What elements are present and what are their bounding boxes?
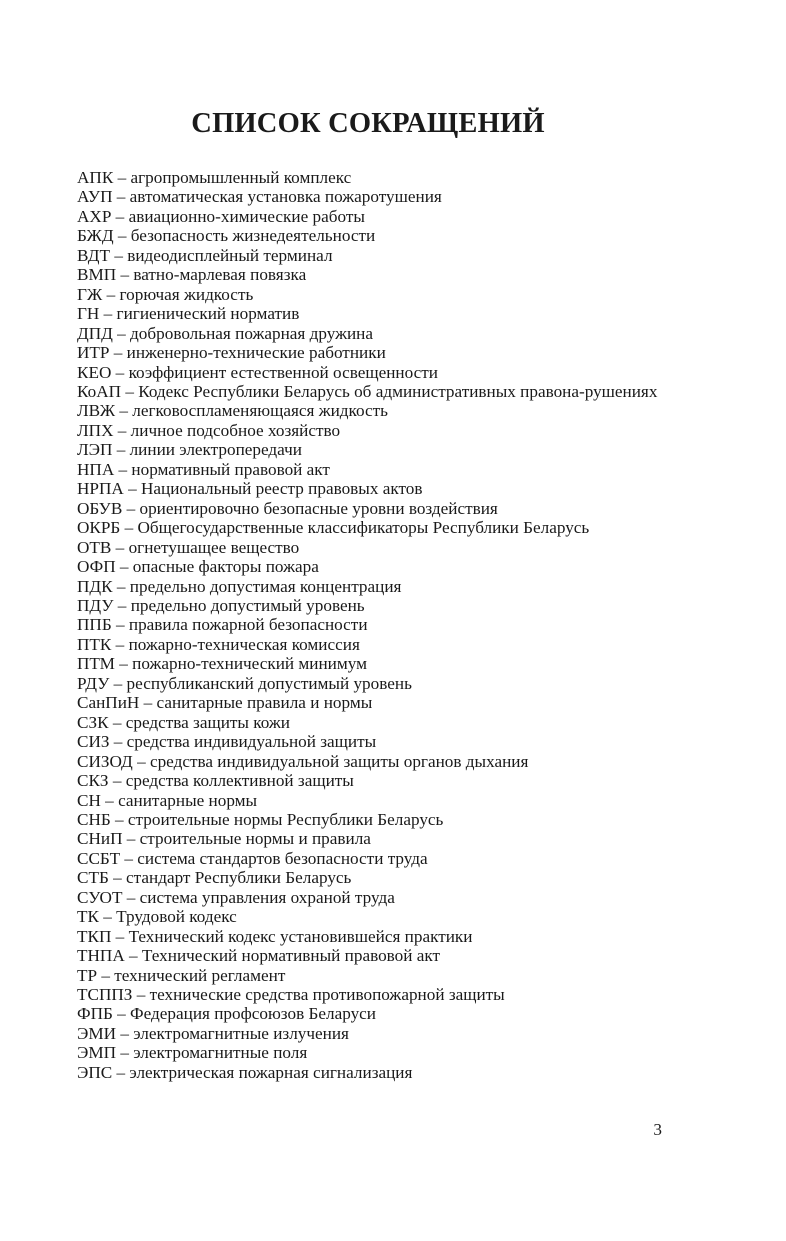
list-item: ЭМП – электромагнитные поля bbox=[77, 1043, 308, 1063]
list-item: СИЗ – средства индивидуальной защиты bbox=[77, 732, 377, 752]
list-item: ПДУ – предельно допустимый уровень bbox=[77, 595, 365, 615]
list-item: КЕО – коэффициент естественной освещенности bbox=[77, 362, 438, 382]
list-item: ФПБ – Федерация профсоюзов Беларуси bbox=[77, 1004, 376, 1024]
list-item: ГЖ – горючая жидкость bbox=[77, 284, 254, 304]
list-item: ДПД – добровольная пожарная дружина bbox=[77, 323, 373, 343]
list-item: ОФП – опасные факторы пожара bbox=[77, 557, 319, 577]
list-item: АХР – авиационно-химические работы bbox=[77, 206, 365, 226]
list-item: СТБ – стандарт Республики Беларусь bbox=[77, 868, 352, 888]
list-item: ПТК – пожарно-техническая комиссия bbox=[77, 634, 360, 654]
list-item: ПДК – предельно допустимая концентрация bbox=[77, 576, 402, 596]
list-item: БЖД – безопасность жизнедеятельности bbox=[77, 226, 376, 246]
list-item: СКЗ – средства коллективной защиты bbox=[77, 771, 354, 791]
list-item: НРПА – Национальный реестр правовых актов bbox=[77, 479, 423, 499]
list-item: ГН – гигиенический норматив bbox=[77, 304, 300, 324]
list-item: ЭПС – электрическая пожарная сигнализация bbox=[77, 1062, 413, 1082]
list-item: ИТР – инженерно-технические работники bbox=[77, 343, 386, 363]
list-item: РДУ – республиканский допустимый уровень bbox=[77, 673, 412, 693]
list-item: ОБУВ – ориентировочно безопасные уровни воздействия bbox=[77, 498, 498, 518]
list-item: СЗК – средства защиты кожи bbox=[77, 712, 290, 732]
abbreviation-list bbox=[77, 168, 667, 1082]
list-item: АПК – агропромышленный комплекс bbox=[77, 168, 352, 187]
list-item: ЭМИ – электромагнитные излучения bbox=[77, 1023, 349, 1043]
list-item: ТНПА – Технический нормативный правовой акт bbox=[77, 946, 441, 966]
list-item: ВДТ – видеодисплейный терминал bbox=[77, 245, 333, 265]
page-number: 3 bbox=[653, 1120, 662, 1139]
list-item: ОТВ – огнетушащее вещество bbox=[77, 537, 300, 557]
list-item: СИЗОД – средства индивидуальной защиты органов дыхания bbox=[77, 751, 529, 771]
list-item: ССБТ – система стандартов безопасности труда bbox=[77, 848, 428, 868]
list-item: ОКРБ – Общегосударственные классификаторы Республики Беларусь bbox=[77, 518, 590, 538]
list-item: ТР – технический регламент bbox=[77, 965, 286, 985]
list-item: АУП – автоматическая установка пожаротушения bbox=[77, 187, 442, 207]
list-item: ЛВЖ – легковоспламеняющаяся жидкость bbox=[77, 401, 389, 421]
list-item: СанПиН – санитарные правила и нормы bbox=[77, 693, 373, 713]
list-item: ТКП – Технический кодекс установившейся практики bbox=[77, 926, 473, 946]
list-item: КоАП – Кодекс Республики Беларусь об административных правона-рушениях bbox=[77, 381, 658, 401]
list-item: ВМП – ватно-марлевая повязка bbox=[77, 265, 307, 285]
list-item: ЛПХ – личное подсобное хозяйство bbox=[77, 420, 341, 440]
list-item: СНБ – строительные нормы Республики Беларусь bbox=[77, 809, 444, 829]
list-item: ТК – Трудовой кодекс bbox=[77, 907, 237, 927]
list-item: СН – санитарные нормы bbox=[77, 790, 258, 810]
list-item: НПА – нормативный правовой акт bbox=[77, 459, 330, 479]
list-item: СУОТ – система управления охраной труда bbox=[77, 887, 395, 907]
list-item: ПТМ – пожарно-технический минимум bbox=[77, 654, 367, 674]
list-item: ППБ – правила пожарной безопасности bbox=[77, 615, 368, 635]
list-item: СНиП – строительные нормы и правила bbox=[77, 829, 371, 849]
list-item: ТСППЗ – технические средства противопожарной защиты bbox=[77, 985, 505, 1005]
page-title: СПИСОК СОКРАЩЕНИЙ bbox=[191, 108, 545, 139]
list-item: ЛЭП – линии электропередачи bbox=[77, 440, 302, 460]
